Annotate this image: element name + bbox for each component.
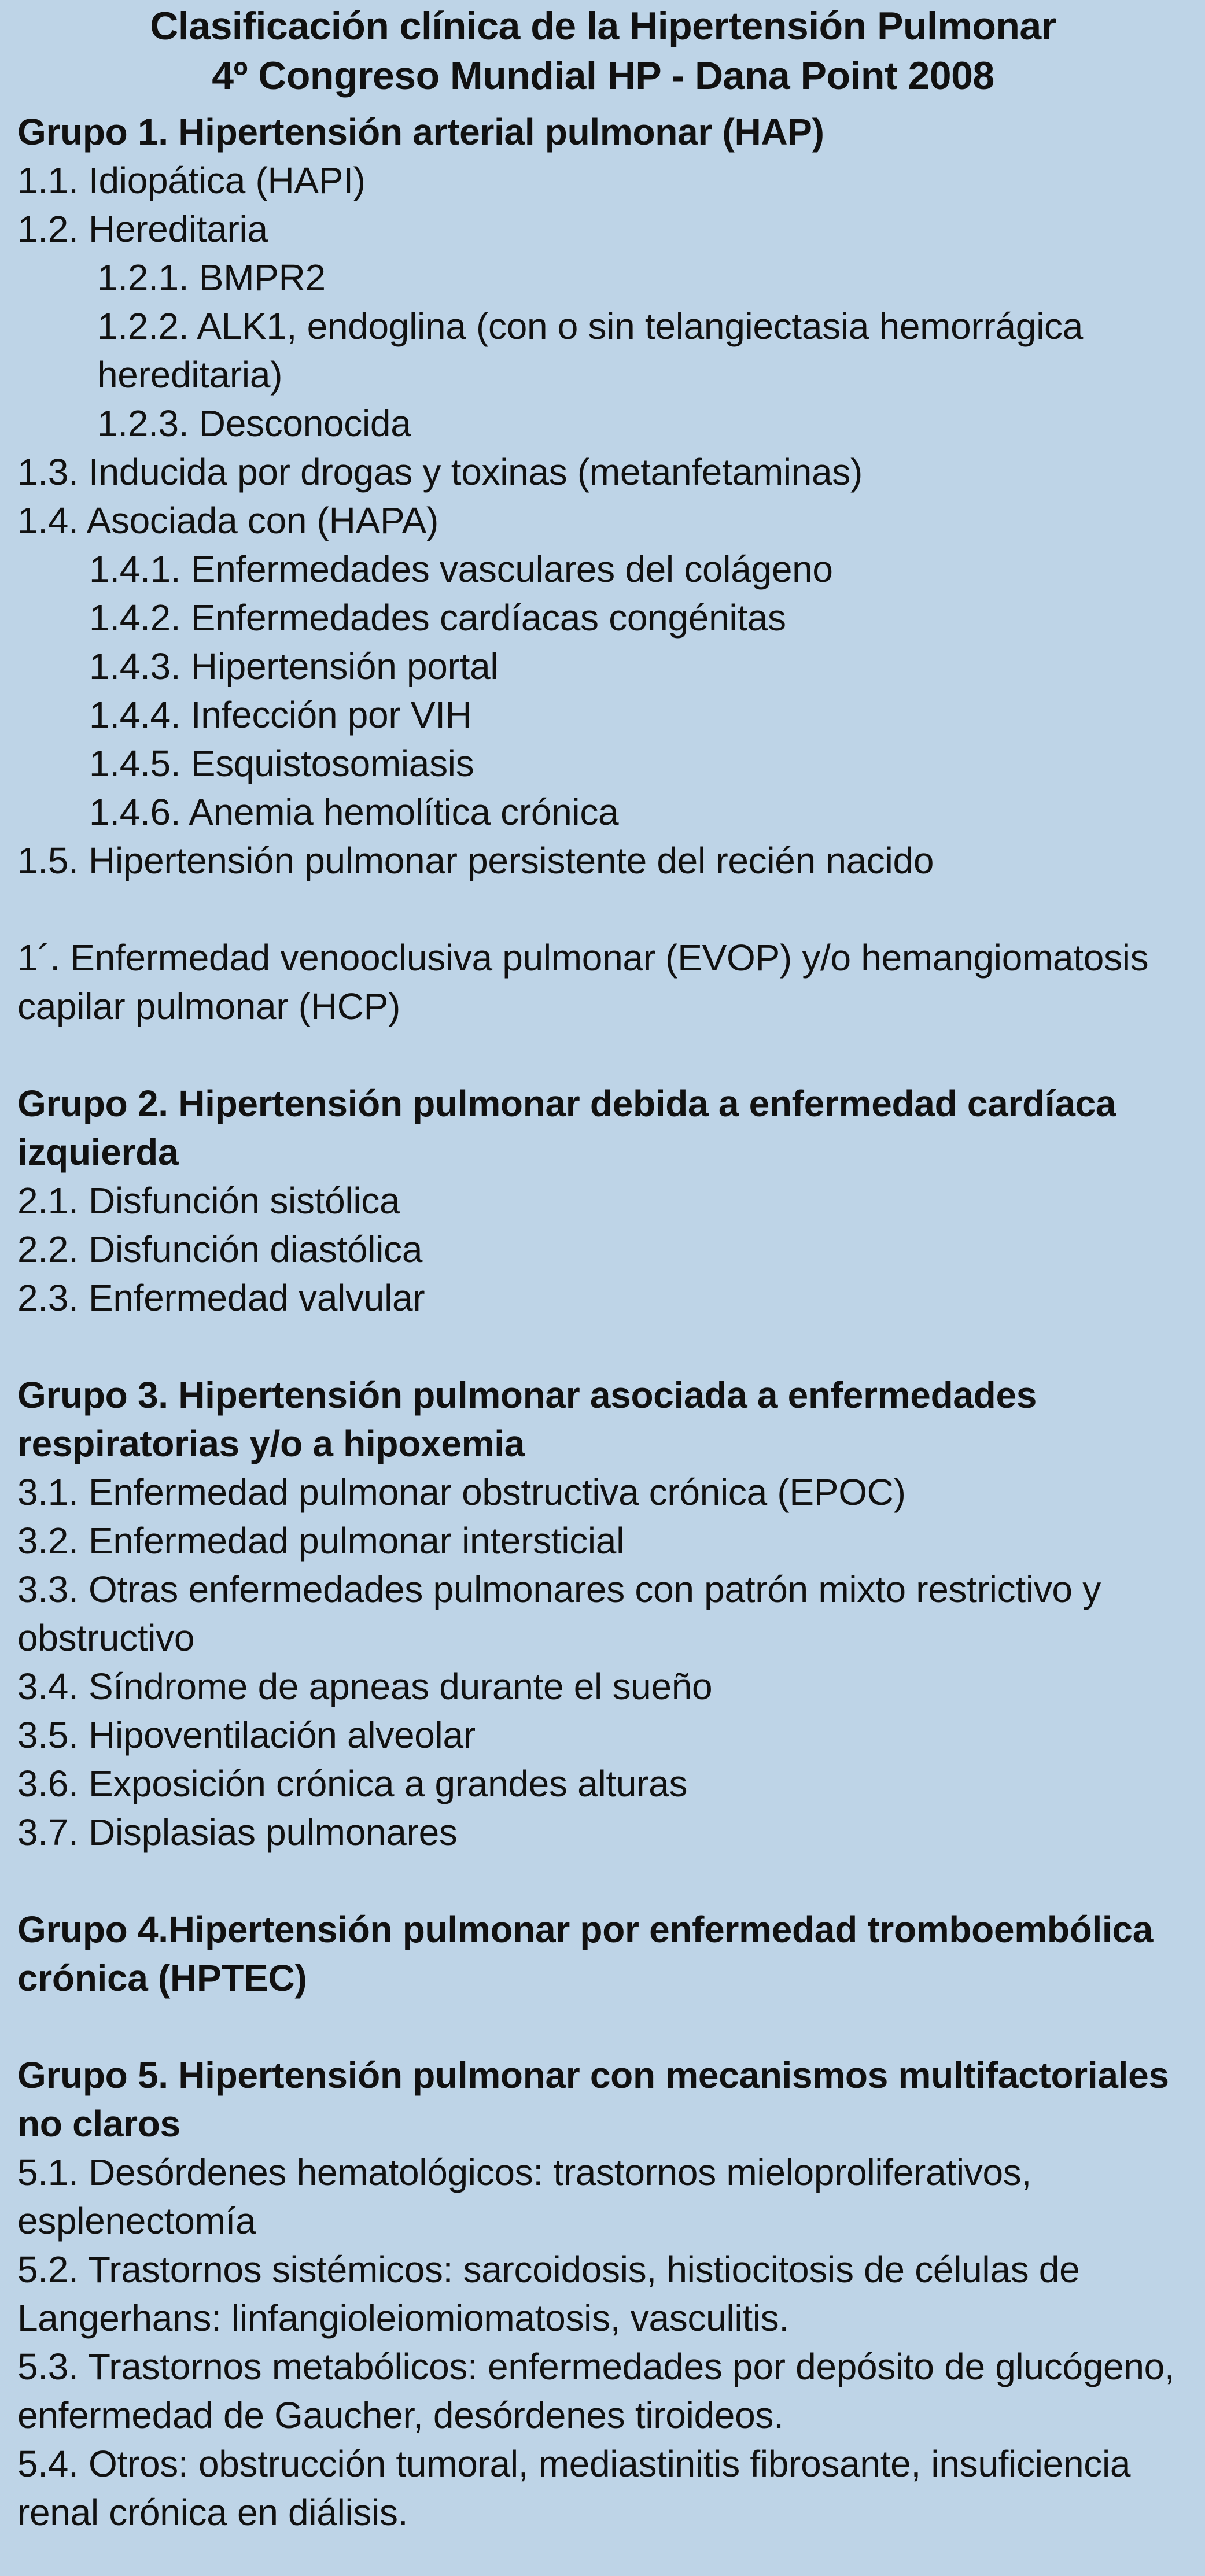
item-2-1: 2.1. Disfunción sistólica	[17, 1180, 400, 1221]
item-1-2: 1.2. Hereditaria	[17, 208, 268, 250]
title-line-2: 4º Congreso Mundial HP - Dana Point 2008	[212, 54, 994, 98]
group-4	[17, 1905, 1189, 2002]
group-5	[17, 2051, 1189, 2537]
item-3-7: 3.7. Displasias pulmonares	[17, 1811, 458, 1853]
group-2-heading: Grupo 2. Hipertensión pulmonar debida a enfermedad cardíaca izquierda	[17, 1083, 1116, 1173]
item-1-2-1: 1.2.1. BMPR2	[97, 257, 326, 298]
item-5-3: 5.3. Trastornos metabólicos: enfermedades por depósito de glucógeno, enfermedad de Gaucher, desórdenes tiroideos.	[17, 2346, 1175, 2436]
item-1-3: 1.3. Inducida por drogas y toxinas (metanfetaminas)	[17, 451, 863, 493]
item-1-4-3: 1.4.3. Hipertensión portal	[89, 645, 499, 687]
group-4-heading: Grupo 4.Hipertensión pulmonar por enfermedad tromboembólica crónica (HPTEC)	[17, 1909, 1153, 1999]
group-1	[17, 108, 1189, 1031]
classification-body	[17, 108, 1189, 2537]
group-2	[17, 1079, 1189, 1322]
item-1-prime: 1´. Enfermedad venooclusiva pulmonar (EVOP) y/o hemangiomatosis capilar pulmonar (HCP)	[17, 937, 1149, 1027]
group-3-heading: Grupo 3. Hipertensión pulmonar asociada a enfermedades respiratorias y/o a hipoxemia	[17, 1374, 1037, 1464]
item-1-2-2: 1.2.2. ALK1, endoglina (con o sin telangiectasia hemorrágica hereditaria)	[97, 305, 1084, 396]
item-1-4-2: 1.4.2. Enfermedades cardíacas congénitas	[89, 597, 786, 639]
group-1-heading: Grupo 1. Hipertensión arterial pulmonar (HAP)	[17, 111, 824, 153]
item-3-6: 3.6. Exposición crónica a grandes alturas	[17, 1763, 688, 1804]
item-3-5: 3.5. Hipoventilación alveolar	[17, 1714, 476, 1756]
group-5-heading: Grupo 5. Hipertensión pulmonar con mecanismos multifactoriales no claros	[17, 2054, 1169, 2145]
item-1-1: 1.1. Idiopática (HAPI)	[17, 160, 366, 201]
item-3-1: 3.1. Enfermedad pulmonar obstructiva crónica (EPOC)	[17, 1471, 906, 1513]
item-3-2: 3.2. Enfermedad pulmonar intersticial	[17, 1520, 624, 1562]
item-1-4: 1.4. Asociada con (HAPA)	[17, 500, 438, 541]
item-3-3: 3.3. Otras enfermedades pulmonares con patrón mixto restrictivo y obstructivo	[17, 1569, 1101, 1659]
item-1-4-4: 1.4.4. Infección por VIH	[89, 694, 472, 736]
item-5-2: 5.2. Trastornos sistémicos: sarcoidosis, histiocitosis de células de Langerhans: linfangioleiomiomatosis, vasculitis.	[17, 2249, 1080, 2339]
item-1-5: 1.5. Hipertensión pulmonar persistente del recién nacido	[17, 840, 934, 881]
item-2-3: 2.3. Enfermedad valvular	[17, 1277, 425, 1319]
item-5-4: 5.4. Otros: obstrucción tumoral, mediastinitis fibrosante, insuficiencia renal crónica en diálisis.	[17, 2443, 1131, 2533]
table-title	[17, 0, 1189, 101]
item-1-4-1: 1.4.1. Enfermedades vasculares del colágeno	[89, 548, 833, 590]
item-1-4-5: 1.4.5. Esquistosomiasis	[89, 743, 474, 784]
item-5-1: 5.1. Desórdenes hematológicos: trastornos mieloproliferativos, esplenectomía	[17, 2151, 1031, 2242]
item-1-2-3: 1.2.3. Desconocida	[97, 403, 411, 444]
group-3	[17, 1371, 1189, 1857]
item-3-4: 3.4. Síndrome de apneas durante el sueño	[17, 1666, 713, 1707]
title-line-1: Clasificación clínica de la Hipertensión Pulmonar	[150, 4, 1056, 48]
item-2-2: 2.2. Disfunción diastólica	[17, 1228, 423, 1270]
item-1-4-6: 1.4.6. Anemia hemolítica crónica	[89, 791, 619, 833]
